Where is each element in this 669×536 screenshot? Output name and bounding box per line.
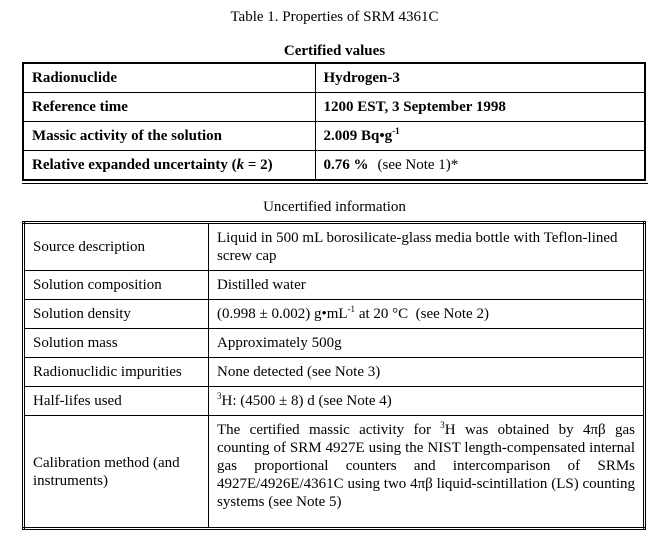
table-row bbox=[23, 93, 645, 122]
table-title: Table 1. Properties of SRM 4361C bbox=[230, 9, 439, 25]
row-value: 1200 EST, 3 September 1998 bbox=[315, 93, 645, 122]
table-row bbox=[24, 416, 645, 529]
row-value: Approximately 500g bbox=[209, 329, 645, 358]
row-label: Massic activity of the solution bbox=[23, 122, 315, 151]
table-row bbox=[24, 329, 645, 358]
row-value: Hydrogen-3 bbox=[315, 63, 645, 93]
row-label: Calibration method (and instruments) bbox=[24, 416, 209, 529]
row-label: Reference time bbox=[23, 93, 315, 122]
document-page bbox=[0, 9, 669, 530]
table-row bbox=[24, 300, 645, 329]
row-label: Radionuclidic impurities bbox=[24, 358, 209, 387]
row-value: The certified massic activity for $^3$H was obtained by 4πβ gas counting of SRM 4927E using the NIST length-compensated internal gas proportional counters and intercomparison of SRMs 4927E/4926E/4361C using two 4πβ liquid-scintillation (LS) counting systems (see Note 5) bbox=[209, 416, 645, 529]
row-label: Solution mass bbox=[24, 329, 209, 358]
row-label: Solution composition bbox=[24, 271, 209, 300]
table-row bbox=[23, 63, 645, 93]
table-row bbox=[24, 271, 645, 300]
row-value bbox=[315, 151, 645, 181]
row-value: 2.009 $Bq•g^{-1}$ bbox=[315, 122, 645, 151]
row-label: Half-lifes used bbox=[24, 387, 209, 416]
certified-values-table bbox=[22, 62, 646, 181]
row-label: Radionuclide bbox=[23, 63, 315, 93]
table-row bbox=[24, 387, 645, 416]
row-value: Liquid in 500 mL borosilicate-glass media bottle with Teflon-lined screw cap bbox=[209, 223, 645, 271]
uncertainty-note: (see Note 1)* bbox=[377, 157, 459, 173]
row-value: (0.998 ± 0.002) $g•mL^{-1}$ at 20 °C (see Note 2) bbox=[209, 300, 645, 329]
table-row bbox=[24, 223, 645, 271]
table-row bbox=[24, 358, 645, 387]
table-bottom-rule bbox=[22, 183, 648, 184]
row-label: Source description bbox=[24, 223, 209, 271]
row-value: None detected (see Note 3) bbox=[209, 358, 645, 387]
uncertainty-value: 0.76 % bbox=[323, 157, 369, 173]
table-row bbox=[23, 122, 645, 151]
uncertified-information-table bbox=[22, 221, 646, 530]
table-row bbox=[23, 151, 645, 181]
certified-values-heading: Certified values bbox=[283, 43, 386, 59]
row-value: Distilled water bbox=[209, 271, 645, 300]
uncertified-information-heading: Uncertified information bbox=[263, 199, 406, 215]
row-label: Relative expanded uncertainty (k = 2) bbox=[23, 151, 315, 181]
row-label: Solution density bbox=[24, 300, 209, 329]
row-value: $^3$H: (4500 ± 8) d (see Note 4) bbox=[209, 387, 645, 416]
